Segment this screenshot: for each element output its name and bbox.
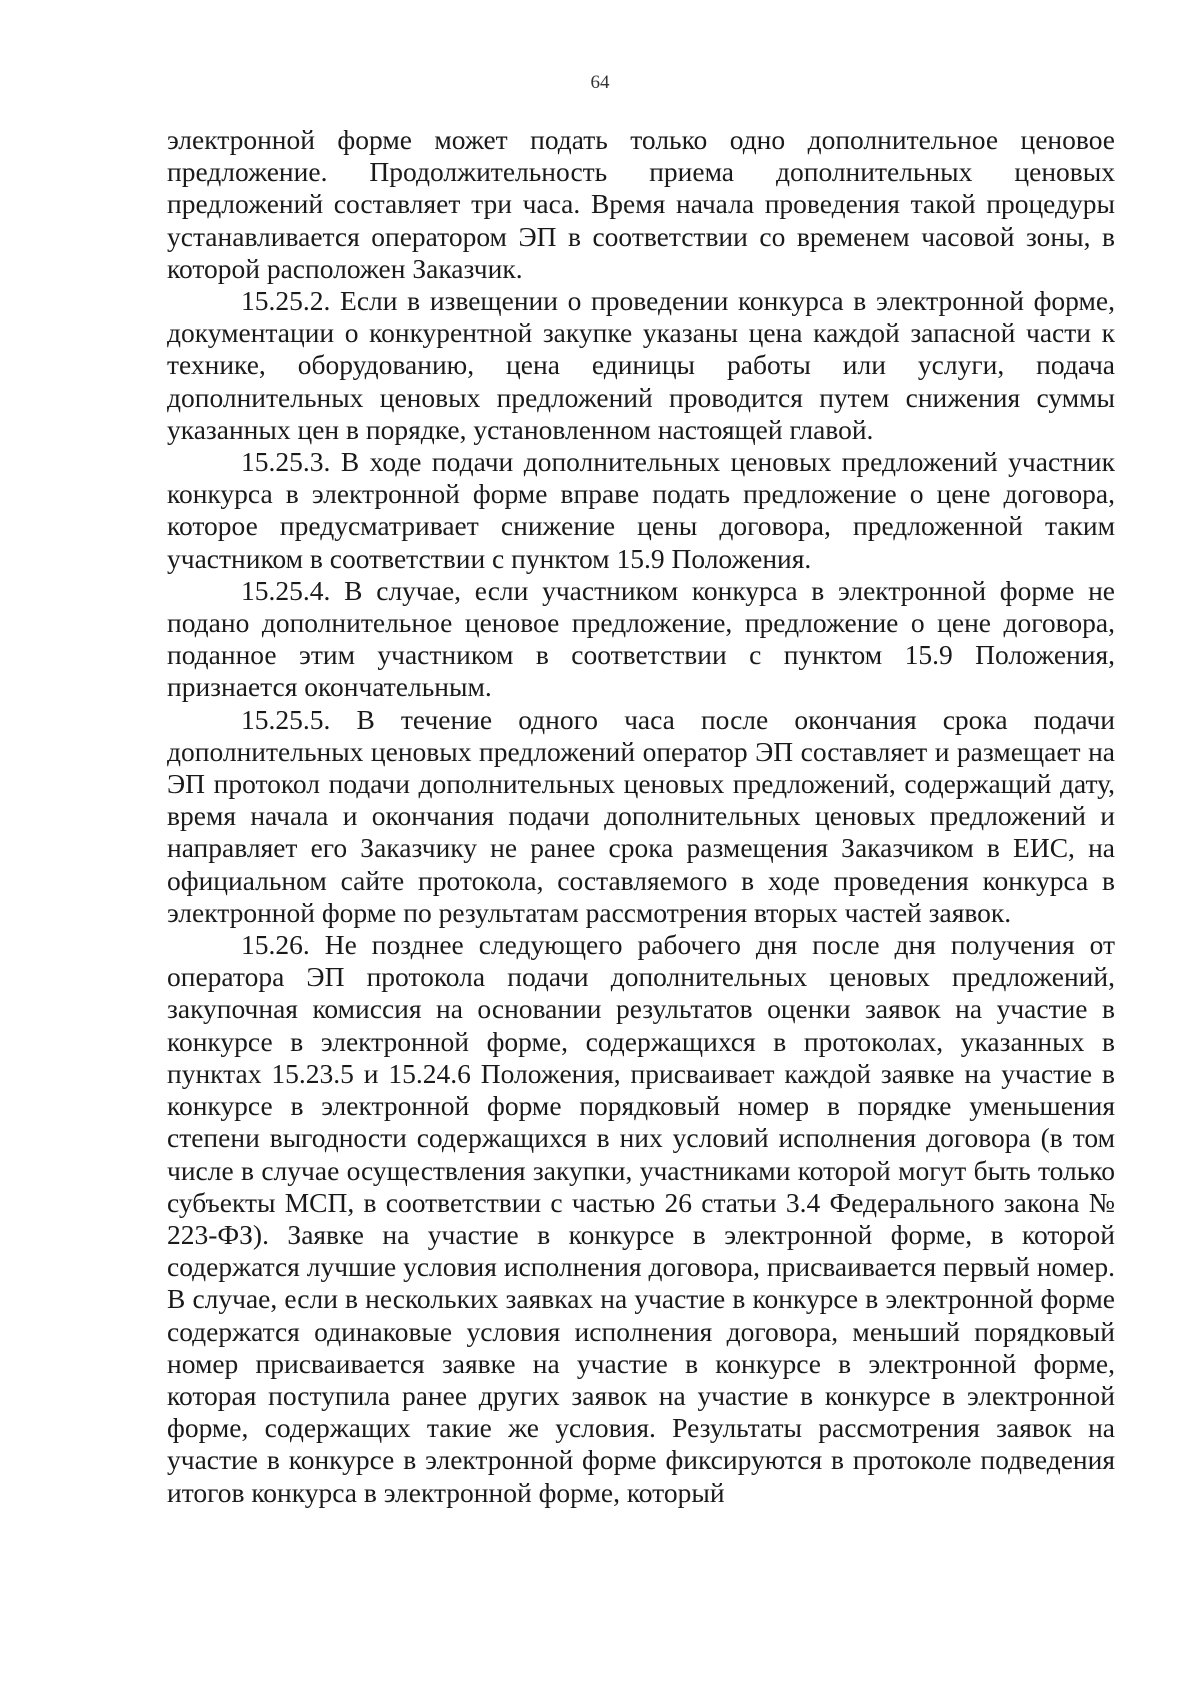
paragraph-15-25-5: 15.25.5. В течение одного часа после окончания срока подачи дополнительных ценовых предложений оператор ЭП составляет и размещает на ЭП протокол подачи дополнительных ценовых предложений, содержащий дату, время начала и окончания подачи дополнительных ценовых предложений и направляет его Заказчику не ранее срока размещения Заказчиком в ЕИС, на официальном сайте протокола, составляемого в ходе проведения конкурса в электронной форме по результатам рассмотрения вторых частей заявок. [167, 703, 1115, 928]
paragraph-15-26: 15.26. Не позднее следующего рабочего дня после дня получения от оператора ЭП протокола подачи дополнительных ценовых предложений, закупочная комиссия на основании результатов оценки заявок на участие в конкурсе в электронной форме, содержащихся в протоколах, указанных в пунктах 15.23.5 и 15.24.6 Положения, присваивает каждой заявке на участие в конкурсе в электронной форме порядковый номер в порядке уменьшения степени выгодности содержащихся в них условий исполнения договора (в том числе в случае осуществления закупки, участниками которой могут быть только субъекты МСП, в соответствии с частью 26 статьи 3.4 Федерального закона № 223-ФЗ). Заявке на участие в конкурсе в электронной форме, в которой содержатся лучшие условия исполнения договора, присваивается первый номер. В случае, если в нескольких заявках на участие в конкурсе в электронной форме содержатся одинаковые условия исполнения договора, меньший порядковый номер присваивается заявке на участие в конкурсе в электронной форме, которая поступила ранее других заявок на участие в конкурсе в электронной форме, содержащих такие же условия. Результаты рассмотрения заявок на участие в конкурсе в электронной форме фиксируются в протоколе подведения итогов конкурса в электронной форме, который [167, 929, 1115, 1508]
document-body [167, 124, 1115, 1509]
paragraph-continuation: электронной форме может подать только одно дополнительное ценовое предложение. Продолжительность приема дополнительных ценовых предложений составляет три часа. Время начала проведения такой процедуры устанавливается оператором ЭП в соответствии со временем часовой зоны, в которой расположен Заказчик. [167, 124, 1115, 284]
paragraph-15-25-4: 15.25.4. В случае, если участником конкурса в электронной форме не подано дополнительное ценовое предложение, предложение о цене договора, поданное этим участником в соответствии с пунктом 15.9 Положения, признается окончательным. [167, 574, 1115, 703]
page-number: 64 [590, 72, 610, 93]
paragraph-15-25-2: 15.25.2. Если в извещении о проведении конкурса в электронной форме, документации о конкурентной закупке указаны цена каждой запасной части к технике, оборудованию, цена единицы работы или услуги, подача дополнительных ценовых предложений проводится путем снижения суммы указанных цен в порядке, установленном настоящей главой. [167, 285, 1115, 445]
paragraph-15-25-3: 15.25.3. В ходе подачи дополнительных ценовых предложений участник конкурса в электронной форме вправе подать предложение о цене договора, которое предусматривает снижение цены договора, предложенной таким участником в соответствии с пунктом 15.9 Положения. [167, 446, 1115, 574]
